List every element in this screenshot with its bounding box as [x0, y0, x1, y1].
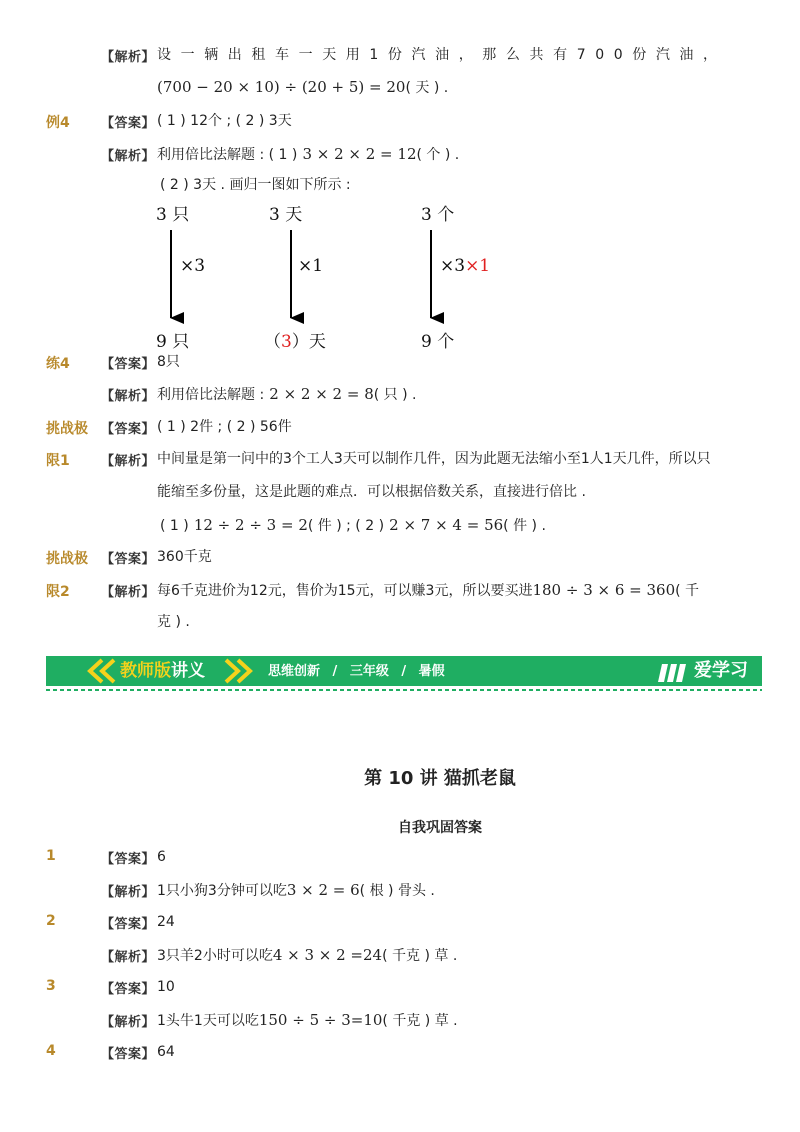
unit: ( 件 ) ; ( 2 ) [307, 518, 385, 534]
diagram-col3-top: 3 个 [421, 205, 455, 225]
part-label: ( 1 ) [160, 518, 189, 534]
question-number: 4 [46, 1043, 56, 1059]
op-black: ×3 [440, 256, 466, 276]
diagram-col1-bottom: 9 只 [156, 332, 190, 352]
answer-tag: 【答案】 [101, 917, 156, 932]
diagram-col1-op: ×3 [180, 256, 206, 276]
answer-tag: 【答案】 [101, 422, 156, 437]
unit: ( 根 ) 骨头 . [359, 883, 435, 899]
analysis-tag: 【解析】 [101, 885, 156, 900]
answer-text: 8只 [157, 354, 180, 370]
diagram-col3-bottom: 9 个 [421, 332, 455, 352]
answer-value: 3 [281, 332, 292, 352]
analysis-tag: 【解析】 [101, 1015, 156, 1030]
challenge-label-2: 限2 [46, 584, 70, 600]
analysis-text: 利用倍比法解题 : [157, 387, 265, 403]
breadcrumb-item: 三年级 [349, 664, 389, 679]
analysis-line [157, 580, 699, 600]
answer-tag: 【答案】 [101, 852, 156, 867]
paren-close: ）天 [291, 332, 326, 352]
analysis-text: 3只羊2小时可以吃 [157, 948, 273, 964]
footer-banner [46, 656, 762, 692]
brand-logo-icon [658, 664, 686, 682]
breadcrumb-sep: / [332, 664, 338, 679]
analysis-tag: 【解析】 [101, 149, 156, 164]
question-number: 2 [46, 913, 56, 929]
analysis-tag: 【解析】 [101, 389, 156, 404]
analysis-text: 1头牛1天可以吃 [157, 1013, 259, 1029]
banner-title-a: 教师版 [120, 661, 171, 681]
formula: (700 − 20 × 10) ÷ (20 + 5) = 20 [157, 78, 406, 96]
answer-text: ( 1 ) 2件 ; ( 2 ) 56件 [157, 419, 292, 435]
analysis-text: 1只小狗3分钟可以吃 [157, 883, 287, 899]
answer-text: 10 [157, 979, 175, 995]
answer-text: 24 [157, 914, 175, 930]
analysis-line [157, 880, 435, 900]
analysis-text: 克 ) . [157, 614, 190, 630]
analysis-text: 中间量是第一问中的3个工人3天可以制作几件，因为此题无法缩小至1人1天几件，所以只 [157, 451, 711, 467]
breadcrumb-sep: / [401, 664, 407, 679]
formula: 2 × 2 × 2 = 8 [269, 385, 374, 403]
diagram-col3-op [440, 256, 490, 276]
formula: 2 × 7 × 4 = 56 [389, 516, 504, 534]
practice-label: 练4 [46, 356, 70, 372]
analysis-tag: 【解析】 [101, 454, 156, 469]
answer-text: 360千克 [157, 549, 212, 565]
section-subtitle: 自我巩固答案 [398, 820, 482, 836]
answer-tag: 【答案】 [101, 982, 156, 997]
unitary-diagram [0, 0, 800, 360]
banner-title [120, 661, 205, 681]
op-red: ×1 [465, 256, 491, 276]
analysis-text: 每6千克进价为12元，售价为15元，可以赚3元，所以要买进 [157, 583, 533, 599]
formula: 4 × 3 × 2 =24 [272, 946, 383, 964]
unit: ( 千 [675, 583, 700, 599]
diagram-col1-top: 3 只 [156, 205, 190, 225]
analysis-text: ( 2 ) 3天 . 画归一图如下所示 : [160, 177, 351, 193]
diagram-col2-top: 3 天 [269, 205, 303, 225]
analysis-line [157, 1010, 458, 1030]
formula: 150 ÷ 5 ÷ 3=10 [258, 1011, 383, 1029]
answer-tag: 【答案】 [101, 357, 156, 372]
unit: ( 天 ) . [405, 80, 449, 96]
answer-text: 64 [157, 1044, 175, 1060]
analysis-line [157, 945, 457, 965]
unit: ( 千克 ) 草 . [382, 948, 458, 964]
analysis-tag: 【解析】 [101, 50, 156, 65]
analysis-text: 能缩至多份量，这是此题的难点．可以根据倍数关系，直接进行倍比 . [157, 484, 586, 500]
diagram-arrows [0, 0, 800, 360]
unit: ( 只 ) . [373, 387, 417, 403]
diagram-col2-op: ×1 [298, 256, 324, 276]
breadcrumb-item: 思维创新 [268, 664, 321, 679]
formula: 12 ÷ 2 ÷ 3 = 2 [193, 516, 308, 534]
formula: 3 × 2 × 2 = 12 [302, 145, 417, 163]
analysis-line [157, 384, 417, 404]
unit: ( 个 ) . [416, 147, 460, 163]
answer-tag: 【答案】 [101, 552, 156, 567]
answer-tag: 【答案】 [101, 1047, 156, 1062]
banner-title-b: 讲义 [171, 661, 205, 681]
page-title: 第 10 讲 猫抓老鼠 [364, 768, 516, 789]
answer-text: 6 [157, 849, 166, 865]
analysis-text: 设一辆出租车一天用1份汽油，那么共有700份汽油， [157, 47, 727, 63]
breadcrumb [268, 663, 445, 681]
question-number: 1 [46, 848, 56, 864]
analysis-line [160, 515, 546, 535]
analysis-tag: 【解析】 [101, 585, 156, 600]
paren-open: （ [264, 332, 281, 352]
answer-text: ( 1 ) 12个 ; ( 2 ) 3天 [157, 113, 292, 129]
unit: ( 件 ) . [503, 518, 546, 534]
formula: 3 × 2 = 6 [286, 881, 360, 899]
question-number: 3 [46, 978, 56, 994]
diagram-col2-bottom [264, 327, 326, 352]
challenge-label-2: 限1 [46, 453, 70, 469]
challenge-label: 挑战极 [46, 421, 88, 437]
challenge-label: 挑战极 [46, 551, 88, 567]
brand-name: 爱学习 [694, 660, 748, 681]
analysis-text: 利用倍比法解题 : ( 1 ) [157, 147, 298, 163]
answer-tag: 【答案】 [101, 116, 156, 131]
unit: ( 千克 ) 草 . [382, 1013, 458, 1029]
example-label: 例4 [46, 115, 70, 131]
breadcrumb-item: 暑假 [418, 664, 445, 679]
analysis-tag: 【解析】 [101, 950, 156, 965]
formula: 180 ÷ 3 × 6 = 360 [532, 581, 676, 599]
